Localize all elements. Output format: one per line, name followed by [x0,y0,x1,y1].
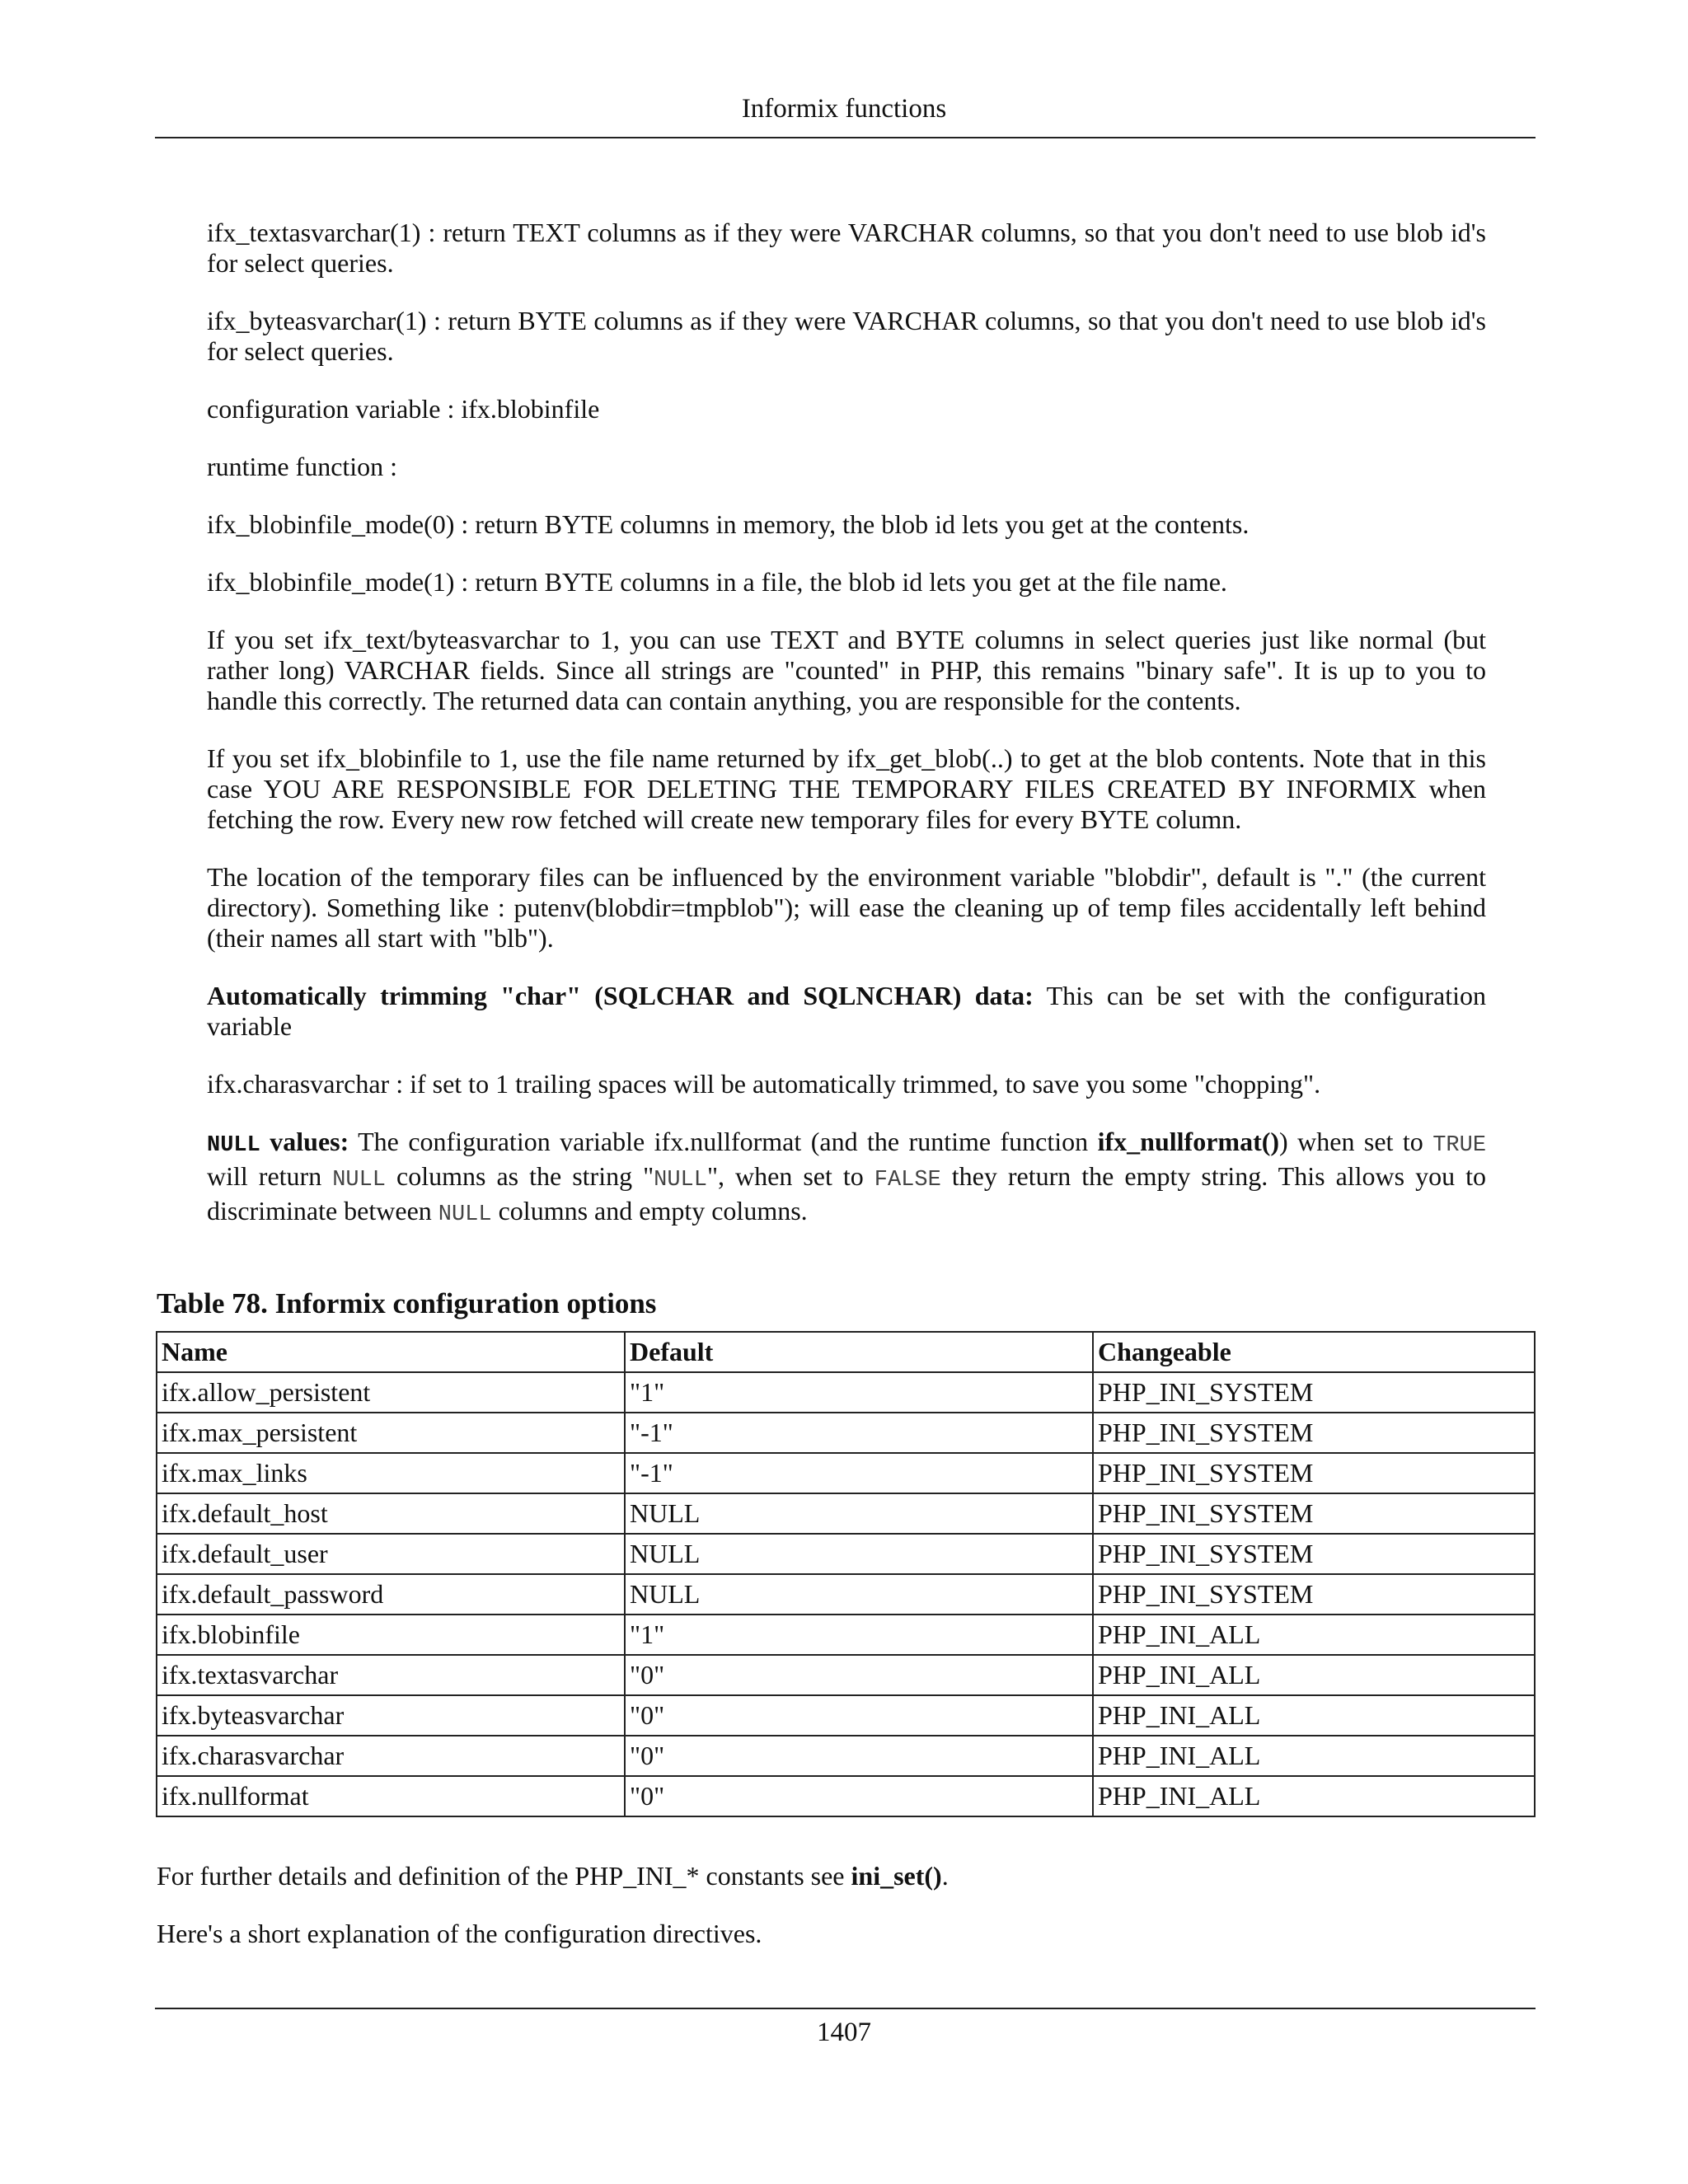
cell-changeable: PHP_INI_ALL [1093,1695,1535,1736]
table-row [157,1453,1535,1493]
paragraph-textasvarchar: ifx_textasvarchar(1) : return TEXT columns as if they were VARCHAR columns, so that you don't need to use blob id's for select queries. [207,218,1486,278]
cell-default: "1" [625,1615,1093,1655]
cell-name: ifx.charasvarchar [157,1736,625,1776]
null-code-4: NULL [438,1202,492,1227]
cell-name: ifx.byteasvarchar [157,1695,625,1736]
cell-changeable: PHP_INI_ALL [1093,1776,1535,1816]
paragraph-config-variable: configuration variable : ifx.blobinfile [207,394,600,424]
ini-set-link[interactable]: ini_set() [851,1861,942,1891]
paragraph-byteasvarchar: ifx_byteasvarchar(1) : return BYTE columns as if they were VARCHAR columns, so that you don't need to use blob id's for select queries. [207,306,1486,366]
null-text-4: columns as the string " [386,1161,654,1191]
true-code: TRUE [1432,1133,1487,1158]
table-row [157,1695,1535,1736]
cell-name: ifx.default_password [157,1574,625,1615]
null-text-3: will return [207,1161,333,1191]
body-text [207,218,1486,1258]
table-row [157,1736,1535,1776]
cell-default: NULL [625,1574,1093,1615]
table-row [157,1615,1535,1655]
page-number: 1407 [817,2018,871,2047]
further-details-end: . [941,1861,949,1891]
cell-default: NULL [625,1534,1093,1574]
table-row [157,1655,1535,1695]
cell-default: "0" [625,1736,1093,1776]
paragraph-blobinfile-mode-1: ifx_blobinfile_mode(1) : return BYTE columns in a file, the blob id lets you get at the file name. [207,567,1227,597]
cell-default: "-1" [625,1413,1093,1453]
table-row [157,1493,1535,1534]
paragraph-further-details [157,1861,1533,1891]
cell-default: "1" [625,1372,1093,1413]
cell-default: "0" [625,1655,1093,1695]
trimming-text: This can be set with the configuration variable [207,981,1487,1041]
cell-name: ifx.nullformat [157,1776,625,1816]
ifx-nullformat-link[interactable]: ifx_nullformat() [1097,1127,1280,1156]
cell-changeable: PHP_INI_SYSTEM [1093,1493,1535,1534]
config-options-table [156,1331,1536,1817]
cell-changeable: PHP_INI_ALL [1093,1655,1535,1695]
header-rule [155,137,1536,138]
header-name: Name [157,1332,625,1372]
header-default: Default [625,1332,1093,1372]
cell-name: ifx.default_host [157,1493,625,1534]
paragraph-varchar-explanation: If you set ifx_text/byteasvarchar to 1, you can use TEXT and BYTE columns in select queries just like normal (but rather long) VARCHAR fields. Since all strings are "counted" in PHP, this remains "binary safe". It is up to you to handle this correctly. The returned data can contain anything, you are responsible for the contents. [207,625,1486,715]
cell-name: ifx.default_user [157,1534,625,1574]
cell-changeable: PHP_INI_SYSTEM [1093,1372,1535,1413]
cell-name: ifx.max_links [157,1453,625,1493]
cell-default: "-1" [625,1453,1093,1493]
paragraph-blobinfile-mode-0: ifx_blobinfile_mode(0) : return BYTE columns in memory, the blob id lets you get at the contents. [207,509,1250,539]
table-row [157,1534,1535,1574]
paragraph-trimming [207,981,1486,1042]
null-text-7: columns and empty columns. [491,1196,808,1226]
cell-name: ifx.textasvarchar [157,1655,625,1695]
null-code-3: NULL [654,1168,707,1193]
cell-default: NULL [625,1493,1093,1534]
running-header: Informix functions [741,94,947,124]
null-code-2: NULL [332,1168,386,1193]
footer-rule [155,2008,1536,2009]
paragraph-runtime-function: runtime function : [207,452,398,481]
cell-name: ifx.max_persistent [157,1413,625,1453]
table-row [157,1372,1535,1413]
paragraph-short-explanation: Here's a short explanation of the configuration directives. [157,1919,762,1948]
paragraph-null-values [207,1127,1486,1230]
trimming-label: Automatically trimming "char" (SQLCHAR and SQLNCHAR) data: [207,981,1034,1010]
cell-default: "0" [625,1695,1093,1736]
paragraph-blobinfile-explanation: If you set ifx_blobinfile to 1, use the file name returned by ifx_get_blob(..) to get at the blob contents. Note that in this case YOU ARE RESPONSIBLE FOR DELETING THE TEMPORARY FILES CREATED BY INFORMIX when fetching the row. Every new row fetched will create new temporary files for every BYTE column. [207,743,1486,834]
null-text-1: The configuration variable ifx.nullformat (and the runtime function [349,1127,1098,1156]
paragraph-charasvarchar: ifx.charasvarchar : if set to 1 trailing spaces will be automatically trimmed, to save you some "chopping". [207,1069,1321,1099]
false-code: FALSE [874,1168,941,1193]
table-row [157,1776,1535,1816]
cell-changeable: PHP_INI_SYSTEM [1093,1534,1535,1574]
cell-changeable: PHP_INI_ALL [1093,1736,1535,1776]
cell-default: "0" [625,1776,1093,1816]
further-details-text: For further details and definition of the PHP_INI_* constants see [157,1861,851,1891]
cell-changeable: PHP_INI_SYSTEM [1093,1453,1535,1493]
paragraph-blobdir: The location of the temporary files can be influenced by the environment variable "blobdir", default is "." (the current directory). Something like : putenv(blobdir=tmpblob"); will ease the cleaning up of temp files accidentally left behind (their names all start with "blb"). [207,862,1486,953]
table-header-row [157,1332,1535,1372]
header-changeable: Changeable [1093,1332,1535,1372]
cell-name: ifx.allow_persistent [157,1372,625,1413]
values-label: values: [260,1127,349,1156]
null-text-5: ", when set to [706,1161,874,1191]
table-row [157,1574,1535,1615]
null-text-2: ) when set to [1279,1127,1433,1156]
cell-name: ifx.blobinfile [157,1615,625,1655]
table-row [157,1413,1535,1453]
cell-changeable: PHP_INI_SYSTEM [1093,1413,1535,1453]
cell-changeable: PHP_INI_ALL [1093,1615,1535,1655]
null-text-6: they return the empty string. This allows you to discriminate between [207,1161,1486,1226]
cell-changeable: PHP_INI_SYSTEM [1093,1574,1535,1615]
null-code: NULL [207,1133,260,1158]
after-table-text [157,1861,1533,1976]
table-caption: Table 78. Informix configuration options [157,1287,657,1319]
